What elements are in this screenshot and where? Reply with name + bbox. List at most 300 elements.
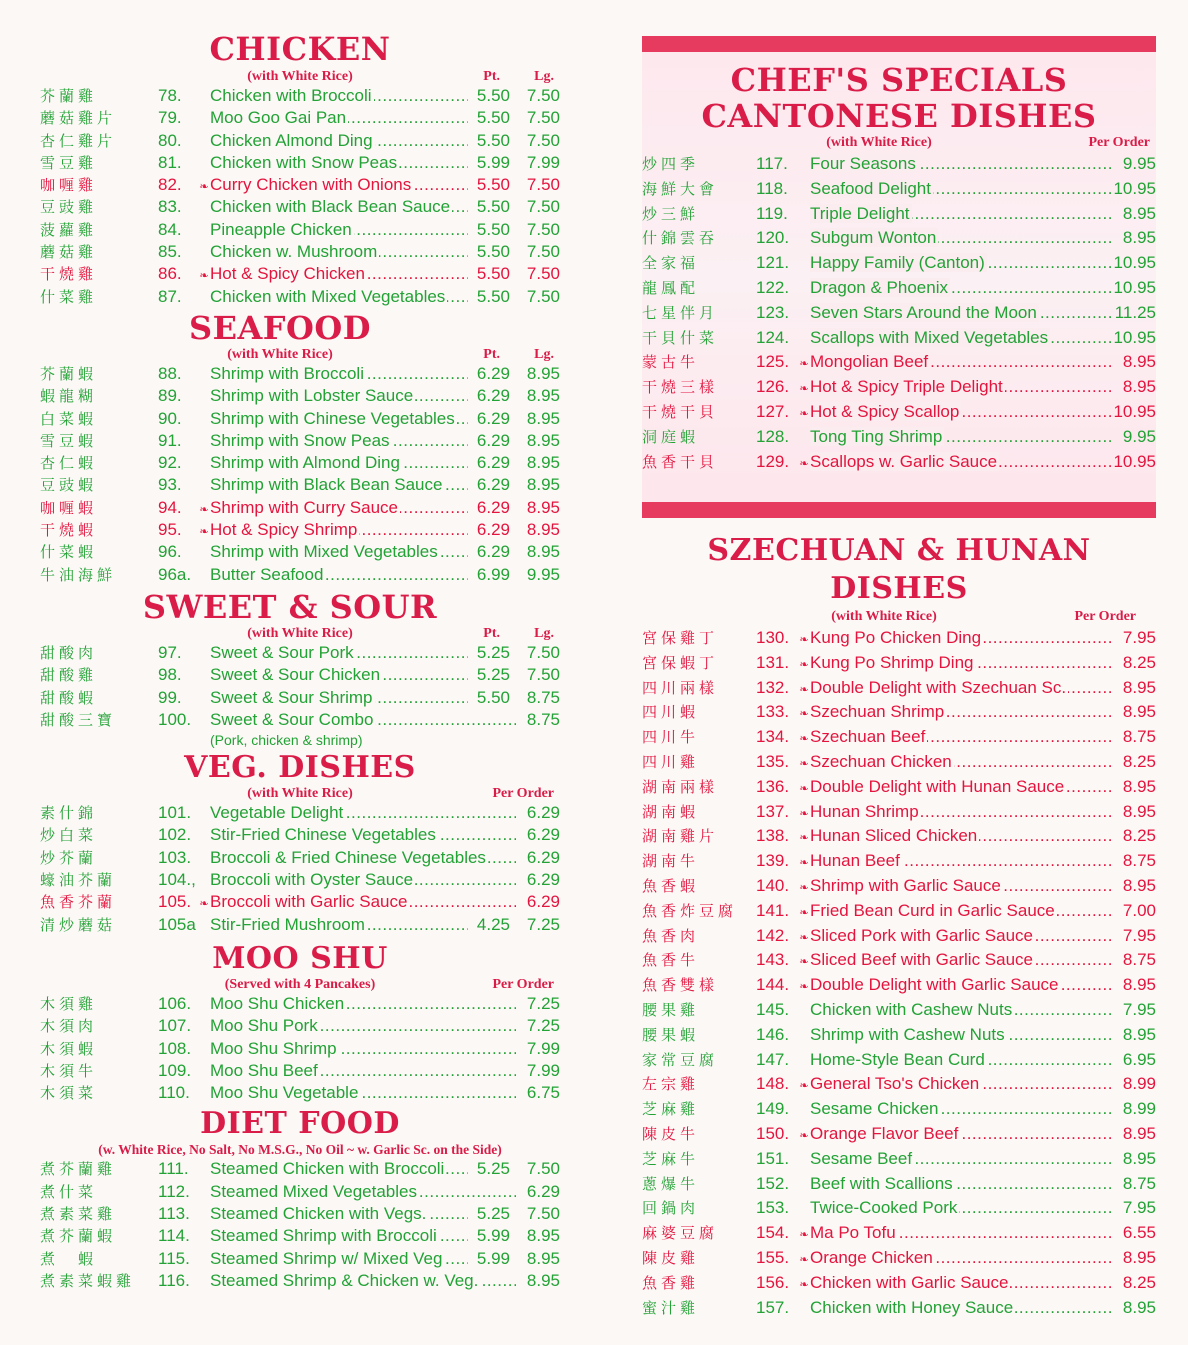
item-price: 8.95 <box>1122 377 1156 397</box>
item-chinese-name: 咖喱雞 <box>40 176 98 195</box>
chili-icon: ❧ <box>799 757 809 770</box>
item-name-text: Sweet & Sour Shrimp <box>210 687 373 707</box>
item-name <box>210 892 516 912</box>
menu-item-row <box>40 452 560 474</box>
item-price-large: 7.50 <box>526 264 560 284</box>
item-name-text: Chicken with Broccoli <box>210 86 372 105</box>
item-chinese-name: 煮什菜 <box>40 1182 98 1201</box>
item-chinese-name: 家常豆腐 <box>642 1050 719 1069</box>
item-name <box>210 1249 468 1269</box>
mooshu-list <box>40 993 560 1104</box>
item-number: 136. <box>756 776 790 796</box>
item-name <box>210 665 468 685</box>
item-price: 7.95 <box>1122 628 1156 647</box>
item-price-small: 5.25 <box>476 642 510 662</box>
menu-item-row <box>40 519 560 541</box>
item-price-large: 7.25 <box>526 993 560 1013</box>
menu-item-row <box>642 1197 1156 1222</box>
item-name-text: Chicken with Mixed Vegetables <box>210 286 446 306</box>
item-name-text: Twice-Cooked Pork <box>810 1198 958 1218</box>
item-price: 8.95 <box>1122 1247 1156 1267</box>
item-price: 8.25 <box>1122 652 1156 672</box>
item-price: 8.75 <box>1122 851 1156 871</box>
item-name <box>210 498 468 518</box>
item-name <box>810 427 1112 447</box>
item-number: 132. <box>756 677 790 697</box>
item-price-large: 7.25 <box>526 1016 560 1036</box>
item-name <box>210 264 468 284</box>
item-price-small: 5.99 <box>476 152 510 172</box>
item-price-small: 6.29 <box>476 386 510 406</box>
item-name-text: Shrimp with Snow Peas <box>210 430 390 450</box>
item-price-small: 5.50 <box>476 264 510 284</box>
item-name-text: Sesame Beef <box>810 1148 913 1168</box>
item-chinese-name: 甜酸三寶 <box>40 710 117 729</box>
menu-item-row <box>40 1082 560 1104</box>
menu-item-row <box>642 875 1156 900</box>
menu-item-row <box>40 1060 560 1082</box>
item-number: 105. <box>158 892 192 912</box>
chef-list <box>642 153 1156 475</box>
item-chinese-name: 木須菜 <box>40 1084 98 1103</box>
item-name-text: Shrimp with Curry Sauce <box>210 497 399 517</box>
item-chinese-name: 干燒三樣 <box>642 378 719 397</box>
item-number: 155. <box>756 1247 790 1267</box>
item-price-large: 7.99 <box>526 152 560 172</box>
menu-item-row <box>40 1158 560 1180</box>
menu-item-row <box>40 85 560 107</box>
menu-item-row <box>642 277 1156 302</box>
item-price: 7.00 <box>1122 900 1156 920</box>
item-chinese-name: 蘑菇雞 <box>40 243 98 262</box>
item-name <box>210 131 468 151</box>
item-name <box>210 153 468 173</box>
chili-icon: ❧ <box>799 906 809 919</box>
item-number: 96a. <box>158 564 192 584</box>
szechuan-list <box>642 627 1156 1321</box>
item-name <box>810 1099 1112 1119</box>
item-number: 127. <box>756 401 790 421</box>
item-name-text: Four Seasons <box>810 154 916 173</box>
item-number: 78. <box>158 86 182 105</box>
item-price: 8.95 <box>1122 875 1156 895</box>
item-number: 145. <box>756 999 790 1019</box>
item-name <box>210 386 468 406</box>
item-chinese-name: 雪豆雞 <box>40 153 98 172</box>
item-number: 106. <box>158 993 192 1013</box>
item-chinese-name: 魚香干貝 <box>642 452 719 471</box>
item-name <box>210 475 468 495</box>
szechuan-subheader <box>642 608 1156 625</box>
menu-item-row <box>40 802 560 824</box>
item-chinese-name: 什菜蝦 <box>40 543 98 562</box>
item-price-small: 6.29 <box>476 430 510 450</box>
item-number: 154. <box>756 1223 790 1243</box>
item-chinese-name: 芝麻雞 <box>642 1100 700 1119</box>
item-price: 7.95 <box>1122 1198 1156 1218</box>
menu-item-row <box>642 677 1156 702</box>
item-number: 99. <box>158 687 182 707</box>
item-number: 147. <box>756 1049 790 1069</box>
diet-note: (w. White Rice, No Salt, No M.S.G., No Oil ~ w. Garlic Sc. on the Side) <box>98 1142 502 1158</box>
item-name <box>210 175 468 195</box>
item-name-text: Sweet & Sour Pork <box>210 642 354 662</box>
menu-item-row <box>40 1225 560 1247</box>
item-name <box>810 179 1112 199</box>
item-price-large: 8.95 <box>526 386 560 406</box>
item-number: 79. <box>158 108 182 128</box>
item-price-small: 6.29 <box>476 363 510 383</box>
menu-item-row <box>642 925 1156 950</box>
item-name-text: Chicken with Cashew Nuts <box>810 999 1013 1019</box>
item-price-small: 5.25 <box>476 1159 510 1179</box>
item-name <box>810 228 1112 248</box>
item-name <box>810 1248 1112 1268</box>
menu-item-row <box>40 174 560 196</box>
item-name-text: Moo Shu Vegetable <box>210 1083 359 1103</box>
item-number: 131. <box>756 652 790 672</box>
item-chinese-name: 湖南兩樣 <box>642 777 719 796</box>
item-number: 139. <box>756 851 790 871</box>
item-name <box>810 678 1112 698</box>
item-price-large: 7.99 <box>526 1060 560 1080</box>
sweet-sour-pt-header: Pt. <box>483 625 500 641</box>
item-name-text: Mongolian Beef <box>810 352 929 372</box>
item-name <box>210 242 468 262</box>
item-number: 121. <box>756 253 790 273</box>
item-chinese-name: 干燒干貝 <box>642 402 719 421</box>
menu-item-row <box>642 652 1156 677</box>
item-price: 6.95 <box>1122 1049 1156 1069</box>
chili-icon: ❧ <box>799 708 809 721</box>
item-chinese-name: 魚香炸豆腐 <box>642 901 738 920</box>
item-name-text: Chicken with Honey Sauce <box>810 1297 1014 1317</box>
item-price-small: 5.50 <box>476 219 510 239</box>
item-chinese-name: 炒白菜 <box>40 826 98 845</box>
chili-icon: ❧ <box>799 658 809 671</box>
item-price: 6.55 <box>1122 1223 1156 1243</box>
item-name <box>810 452 1112 472</box>
item-price: 8.95 <box>1122 1297 1156 1317</box>
item-name-text: Steamed Chicken with Vegs. <box>210 1203 427 1223</box>
item-chinese-name: 木須雞 <box>40 994 98 1013</box>
seafood-note: (with White Rice) <box>227 346 333 362</box>
item-number: 124. <box>756 327 790 347</box>
item-number: 153. <box>756 1198 790 1218</box>
item-name-text: Hot & Spicy Chicken <box>210 264 365 284</box>
item-chinese-name: 菠蘿雞 <box>40 220 98 239</box>
item-name <box>810 1223 1112 1243</box>
item-chinese-name: 牛油海鮮 <box>40 565 117 584</box>
item-name <box>210 710 516 730</box>
item-name <box>210 1083 516 1103</box>
item-price-large: 7.25 <box>526 914 560 934</box>
menu-item-row <box>642 627 1156 652</box>
menu-item-row <box>642 252 1156 277</box>
menu-item-row <box>40 152 560 174</box>
item-chinese-name: 素什錦 <box>40 804 98 823</box>
chili-icon: ❧ <box>799 782 809 795</box>
item-price-small: 6.29 <box>476 520 510 540</box>
sweet-sour-list <box>40 642 560 731</box>
item-price-large: 7.50 <box>526 86 560 105</box>
item-price-small: 6.29 <box>476 475 510 495</box>
item-name <box>810 1050 1112 1070</box>
item-name-text: Hot & Spicy Scallop <box>810 401 960 421</box>
item-name-text: Shrimp with Cashew Nuts <box>810 1024 1005 1044</box>
item-price-large: 7.50 <box>526 175 560 195</box>
item-price-large: 7.99 <box>526 1038 560 1058</box>
item-name <box>810 377 1112 397</box>
item-name <box>810 653 1112 673</box>
item-name <box>810 727 1112 747</box>
item-name-text: Moo Goo Gai Pan <box>210 108 347 128</box>
item-price-large: 8.95 <box>526 363 560 383</box>
item-chinese-name: 芥蘭雞 <box>40 87 98 105</box>
item-name-text: Szechuan Chicken <box>810 751 952 771</box>
menu-item-row <box>40 286 560 308</box>
item-chinese-name: 宮保蝦丁 <box>642 653 719 672</box>
menu-item-row <box>40 385 560 407</box>
item-price: 8.95 <box>1122 203 1156 223</box>
item-chinese-name: 湖南牛 <box>642 852 700 871</box>
item-number: 141. <box>756 900 790 920</box>
chili-icon: ❧ <box>799 956 809 969</box>
item-name <box>210 1271 516 1291</box>
item-name-text: Kung Po Shrimp Ding <box>810 652 974 672</box>
chicken-lg-header: Lg. <box>534 69 554 84</box>
item-number: 118. <box>756 178 788 198</box>
item-price-large: 8.95 <box>526 453 560 473</box>
item-price: 8.95 <box>1122 1148 1156 1168</box>
item-chinese-name: 海鮮大會 <box>642 179 719 198</box>
item-name <box>210 915 468 935</box>
item-name <box>210 86 468 106</box>
seafood-subheader <box>40 346 560 363</box>
chef-per-order-header: Per Order <box>1088 135 1150 150</box>
veg-subheader <box>40 785 560 802</box>
item-number: 105a <box>158 914 196 934</box>
item-chinese-name: 蔥爆牛 <box>642 1174 700 1193</box>
item-name <box>810 303 1112 323</box>
item-price-large: 9.95 <box>526 564 560 584</box>
menu-item-row <box>642 1272 1156 1297</box>
item-price-small: 5.50 <box>476 108 510 128</box>
item-name-text: Subgum Wonton <box>810 228 937 248</box>
menu-item-row <box>40 363 560 385</box>
item-number: 113. <box>158 1203 190 1223</box>
chef-subheader <box>642 134 1156 151</box>
chef-top-bar <box>642 36 1156 52</box>
chili-icon: ❧ <box>199 898 209 911</box>
item-number: 151. <box>756 1148 790 1168</box>
item-name-text: Steamed Chicken with Broccoli <box>210 1159 445 1179</box>
item-chinese-name: 左宗雞 <box>642 1075 700 1094</box>
chili-icon: ❧ <box>799 1253 809 1266</box>
item-chinese-name: 陳皮牛 <box>642 1124 700 1143</box>
item-price: 8.95 <box>1122 975 1156 995</box>
item-price-large: 6.29 <box>526 870 560 890</box>
item-chinese-name: 四川蝦 <box>642 703 700 722</box>
item-number: 125. <box>756 352 790 372</box>
item-number: 88. <box>158 363 182 383</box>
item-number: 92. <box>158 453 182 473</box>
item-name-text: Shrimp with Broccoli <box>210 363 364 383</box>
item-name <box>210 1159 468 1179</box>
item-chinese-name: 蝦龍糊 <box>40 387 98 406</box>
item-price-large: 8.75 <box>526 709 560 729</box>
item-name <box>810 402 1112 422</box>
item-price-large: 8.95 <box>526 520 560 540</box>
szechuan-title: SZECHUAN & HUNAN DISHES <box>707 533 1091 606</box>
item-price-large: 8.95 <box>526 1248 560 1268</box>
item-price: 9.95 <box>1122 426 1156 446</box>
menu-item-row <box>642 178 1156 203</box>
menu-item-row <box>642 974 1156 999</box>
menu-item-row <box>40 1270 560 1292</box>
item-chinese-name: 四川牛 <box>642 728 700 747</box>
item-number: 108. <box>158 1038 192 1058</box>
item-chinese-name: 四川雞 <box>642 752 700 771</box>
item-name-text: Moo Shu Chicken <box>210 993 345 1013</box>
item-chinese-name: 雪豆蝦 <box>40 431 98 450</box>
item-price-large: 6.29 <box>526 825 560 845</box>
item-name <box>210 848 516 868</box>
item-name-text: Stir-Fried Chinese Vegetables <box>210 825 436 845</box>
item-number: 134. <box>756 727 790 747</box>
item-name <box>210 364 468 384</box>
item-chinese-name: 魚香雙樣 <box>642 976 719 995</box>
item-name-text: Dragon & Phoenix <box>810 277 948 297</box>
seafood-lg-header: Lg. <box>534 346 554 362</box>
item-price-small: 4.25 <box>476 914 510 934</box>
item-number: 89. <box>158 386 182 406</box>
chili-icon: ❧ <box>799 733 809 746</box>
item-price-small: 6.99 <box>476 564 510 584</box>
item-number: 109. <box>158 1060 192 1080</box>
item-name-text: Moo Shu Pork <box>210 1016 318 1036</box>
chili-icon: ❧ <box>799 931 809 944</box>
item-name <box>210 1182 516 1202</box>
item-number: 123. <box>756 302 790 322</box>
item-name <box>810 1000 1112 1020</box>
item-name-text: Ma Po Tofu <box>810 1223 896 1243</box>
item-price-small: 5.25 <box>476 1203 510 1223</box>
item-name-text: Pineapple Chicken <box>210 219 352 239</box>
item-price-small: 6.29 <box>476 542 510 562</box>
item-name <box>810 826 1112 846</box>
item-name-text: Shrimp with Chinese Vegetables <box>210 408 455 428</box>
item-chinese-name: 煮 蝦 <box>40 1249 98 1268</box>
item-price-small: 6.29 <box>476 453 510 473</box>
item-number: 84. <box>158 219 182 239</box>
item-price: 8.95 <box>1122 801 1156 821</box>
item-name <box>810 204 1112 224</box>
item-number: 116. <box>158 1270 190 1290</box>
item-chinese-name: 洞庭蝦 <box>642 427 700 446</box>
item-name-text: Sesame Chicken <box>810 1099 939 1119</box>
item-price-large: 8.95 <box>526 475 560 495</box>
item-name-text: Shrimp with Almond Ding <box>210 453 400 473</box>
item-chinese-name: 芥蘭蝦 <box>40 364 98 383</box>
item-chinese-name: 麻婆豆腐 <box>642 1224 719 1243</box>
item-number: 144. <box>756 975 790 995</box>
item-name-text: Hunan Sliced Chicken <box>810 826 978 846</box>
item-name <box>210 1039 516 1059</box>
item-name-text: Seafood Delight <box>810 178 931 198</box>
item-name-text: Scallops with Mixed Vegetables <box>810 327 1049 347</box>
item-number: 156. <box>756 1272 790 1292</box>
item-chinese-name: 干貝什菜 <box>642 328 719 347</box>
item-chinese-name: 干燒雞 <box>40 265 98 284</box>
item-name-text: Shrimp with Lobster Sauce <box>210 386 414 406</box>
diet-subheader <box>40 1141 560 1158</box>
item-chinese-name: 回鍋肉 <box>642 1199 700 1218</box>
item-name <box>810 253 1112 273</box>
item-number: 80. <box>158 130 182 150</box>
item-name <box>210 520 468 540</box>
item-price-small: 5.25 <box>476 665 510 685</box>
item-price: 10.95 <box>1113 451 1156 471</box>
item-name <box>810 702 1112 722</box>
menu-item-row <box>642 1123 1156 1148</box>
item-name-text: Moo Shu Beef <box>210 1060 318 1080</box>
item-number: 112. <box>158 1181 190 1201</box>
item-price-large: 7.50 <box>526 665 560 685</box>
item-price-large: 6.29 <box>526 892 560 912</box>
item-number: 102. <box>158 825 192 845</box>
item-price-small: 5.50 <box>476 86 510 105</box>
item-price: 10.95 <box>1113 401 1156 421</box>
item-chinese-name: 白菜蝦 <box>40 409 98 428</box>
item-name <box>210 108 468 128</box>
item-name-text: Moo Shu Shrimp <box>210 1038 337 1058</box>
menu-item-row <box>642 776 1156 801</box>
item-price-large: 8.95 <box>526 408 560 428</box>
item-price-large: 6.29 <box>526 1181 560 1201</box>
menu-item-row <box>40 642 560 664</box>
item-chinese-name: 魚香蝦 <box>642 876 700 895</box>
item-chinese-name: 蜜汁雞 <box>642 1298 700 1317</box>
menu-item-row <box>40 474 560 496</box>
szechuan-section <box>642 532 1156 1321</box>
menu-item-row <box>40 241 560 263</box>
item-number: 91. <box>158 430 182 450</box>
item-price-small: 5.50 <box>476 687 510 707</box>
item-number: 142. <box>756 925 790 945</box>
item-name <box>810 1149 1112 1169</box>
item-name-text: Chicken with Snow Peas <box>210 152 398 172</box>
item-price: 10.95 <box>1113 178 1156 198</box>
szechuan-per-order-header: Per Order <box>1074 609 1136 624</box>
item-price: 7.95 <box>1122 925 1156 945</box>
item-number: 96. <box>158 542 182 562</box>
item-chinese-name: 全家福 <box>642 254 700 273</box>
item-number: 130. <box>756 628 790 647</box>
item-name <box>810 975 1112 995</box>
chili-icon: ❧ <box>799 981 809 994</box>
menu-item-row <box>642 825 1156 850</box>
menu-item-row <box>642 1024 1156 1049</box>
item-chinese-name: 四川兩樣 <box>642 678 719 697</box>
item-number: 93. <box>158 475 182 495</box>
item-price: 8.25 <box>1122 751 1156 771</box>
item-price-small: 6.29 <box>476 408 510 428</box>
item-price-large: 8.75 <box>526 687 560 707</box>
item-number: 85. <box>158 242 182 262</box>
item-chinese-name: 腰果蝦 <box>642 1025 700 1044</box>
item-chinese-name: 甜酸雞 <box>40 666 98 685</box>
